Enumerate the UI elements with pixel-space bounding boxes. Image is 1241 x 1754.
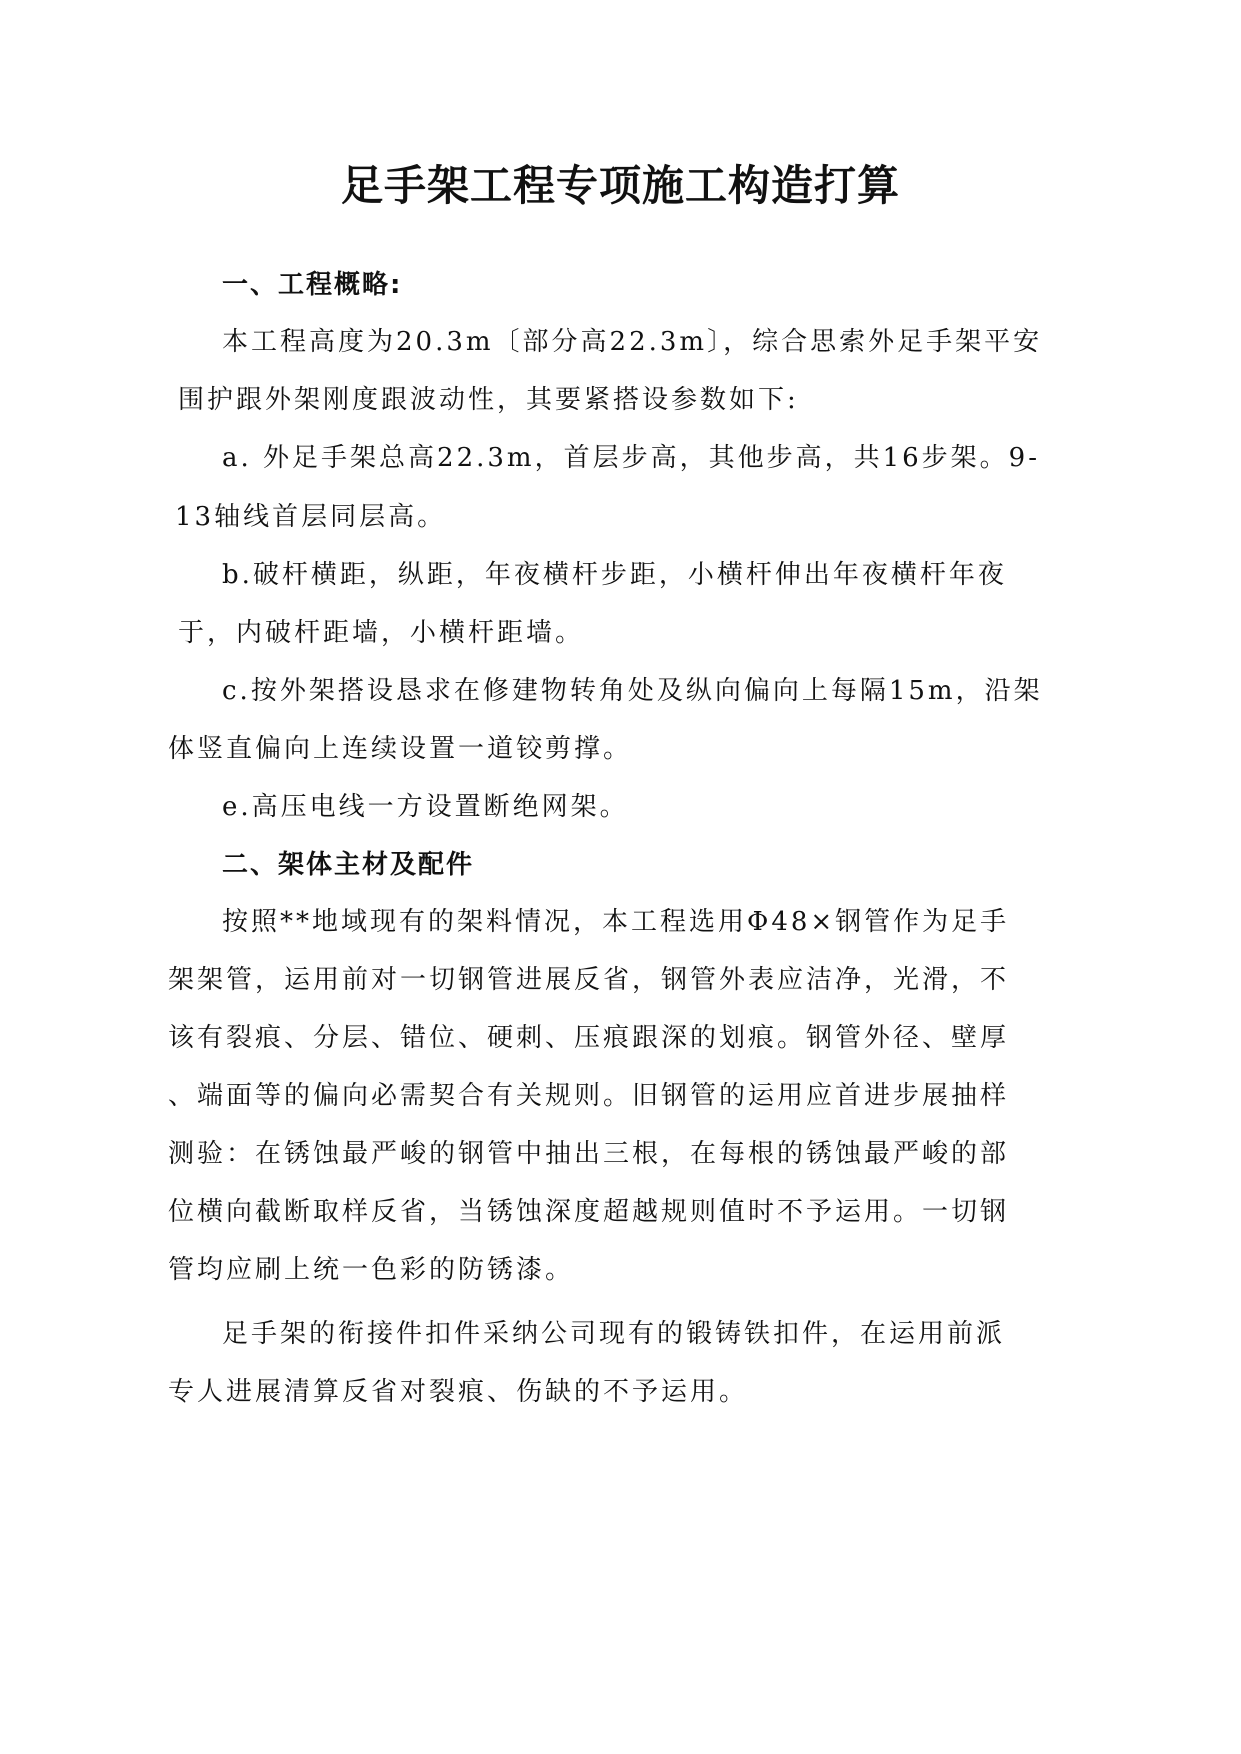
document-title: 足手架工程专项施工构造打算 xyxy=(340,161,900,210)
section-heading-overview: 一、工程概略: xyxy=(222,270,403,300)
paragraph-line: 足手架的衔接件扣件采纳公司现有的锻铸铁扣件，在运用前派 xyxy=(222,1319,1006,1349)
list-item-b-line: b.破杆横距，纵距，年夜横杆步距，小横杆伸出年夜横杆年夜 xyxy=(222,560,1007,590)
paragraph-line: 架架管，运用前对一切钢管进展反省，钢管外表应洁净，光滑，不 xyxy=(168,965,1010,995)
list-item-e: e.高压电线一方设置断绝网架。 xyxy=(222,792,629,822)
paragraph-line: 专人进展清算反省对裂痕、伤缺的不予运用。 xyxy=(168,1377,749,1407)
list-item-a-line: 13轴线首层同层高。 xyxy=(175,502,447,532)
section-heading-materials: 二、架体主材及配件 xyxy=(222,850,475,880)
paragraph-line: 、端面等的偏向必需契合有关规则。旧钢管的运用应首进步展抽样 xyxy=(168,1081,1010,1111)
list-item-c-line: c.按外架搭设恳求在修建物转角处及纵向偏向上每隔15m，沿架 xyxy=(222,676,1043,706)
paragraph-line: 本工程高度为20.3m〔部分高22.3m〕，综合思索外足手架平安 xyxy=(222,327,1043,357)
list-item-b-line: 于，内破杆距墙，小横杆距墙。 xyxy=(178,618,585,648)
paragraph-line: 按照**地域现有的架料情况，本工程选用Φ48×钢管作为足手 xyxy=(222,907,1010,937)
paragraph-line: 该有裂痕、分层、错位、硬刺、压痕跟深的划痕。钢管外径、壁厚 xyxy=(168,1023,1010,1053)
paragraph-line: 管均应刷上统一色彩的防锈漆。 xyxy=(168,1255,575,1285)
list-item-a-line: a. 外足手架总高22.3m，首层步高，其他步高，共16步架。9- xyxy=(222,443,1040,473)
list-item-c-line: 体竖直偏向上连续设置一道铰剪撑。 xyxy=(168,734,633,764)
paragraph-line: 围护跟外架刚度跟波动性，其要紧搭设参数如下: xyxy=(178,385,799,415)
paragraph-line: 位横向截断取样反省，当锈蚀深度超越规则值时不予运用。一切钢 xyxy=(168,1197,1010,1227)
paragraph-line: 测验：在锈蚀最严峻的钢管中抽出三根，在每根的锈蚀最严峻的部 xyxy=(168,1139,1010,1169)
